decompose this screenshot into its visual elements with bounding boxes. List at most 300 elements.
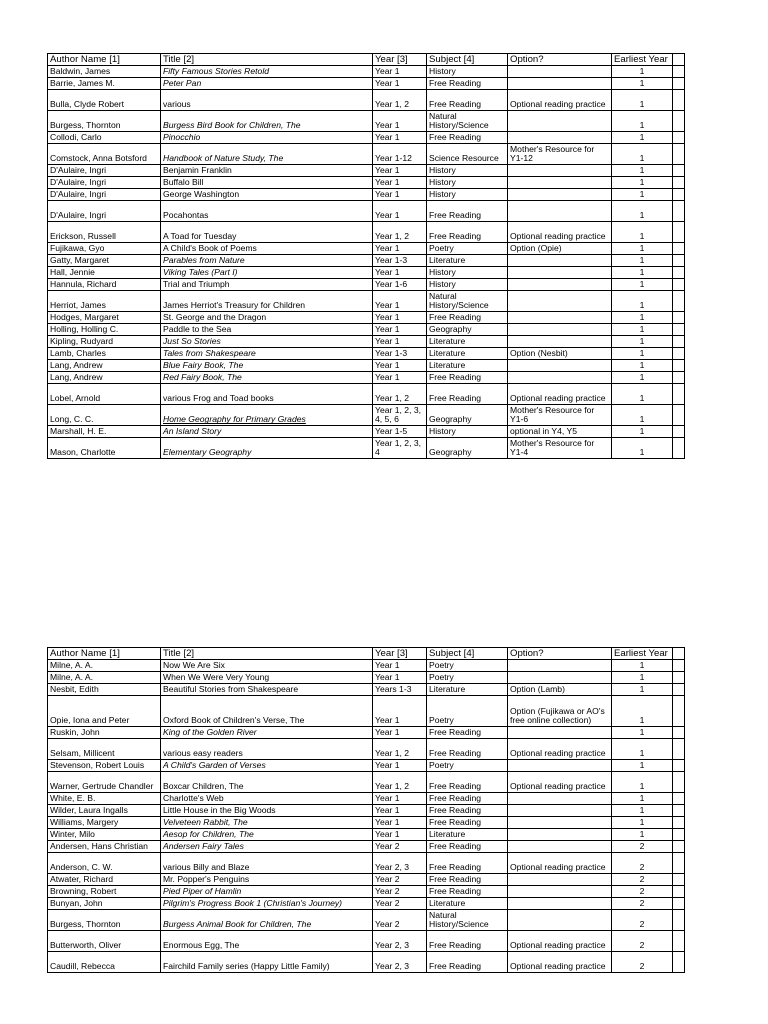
spacer-cell [673, 829, 685, 841]
option-cell [508, 910, 612, 931]
spacer-cell [673, 405, 685, 426]
subject-cell: Free Reading [427, 817, 508, 829]
earliest-year-cell: 1 [612, 267, 673, 279]
title-cell: When We Were Very Young [161, 672, 373, 684]
header-spacer [673, 54, 685, 66]
author-cell: Herriot, James [48, 291, 161, 312]
author-cell: D'Aulaire, Ingri [48, 189, 161, 201]
year-cell: Year 1 [373, 291, 427, 312]
author-cell: D'Aulaire, Ingri [48, 165, 161, 177]
option-cell [508, 165, 612, 177]
table-row [48, 660, 685, 672]
option-cell: Mother's Resource for Y1-12 [508, 144, 612, 165]
spacer-cell [673, 660, 685, 672]
spacer-cell [673, 336, 685, 348]
table-row [48, 426, 685, 438]
author-cell: Collodi, Carlo [48, 132, 161, 144]
table-row [48, 336, 685, 348]
header-title: Title [2] [161, 648, 373, 660]
title-cell: Velveteen Rabbit, The [161, 817, 373, 829]
subject-cell: History [427, 66, 508, 78]
subject-cell: Literature [427, 898, 508, 910]
author-cell: Kipling, Rudyard [48, 336, 161, 348]
year-cell: Year 1 [373, 165, 427, 177]
option-cell: Option (Fujikawa or AO's free online collection) [508, 696, 612, 727]
subject-cell: Free Reading [427, 384, 508, 405]
subject-cell: Free Reading [427, 90, 508, 111]
earliest-year-cell: 1 [612, 165, 673, 177]
earliest-year-cell: 2 [612, 910, 673, 931]
spacer-cell [673, 255, 685, 267]
author-cell: Mason, Charlotte [48, 438, 161, 459]
title-cell: Pinocchio [161, 132, 373, 144]
title-cell: Now We Are Six [161, 660, 373, 672]
year-cell: Year 1 [373, 243, 427, 255]
earliest-year-cell: 1 [612, 279, 673, 291]
title-cell: Pied Piper of Hamlin [161, 886, 373, 898]
table-row [48, 177, 685, 189]
author-cell: Baldwin, James [48, 66, 161, 78]
title-cell: Paddle to the Sea [161, 324, 373, 336]
earliest-year-cell: 2 [612, 853, 673, 874]
spacer-cell [673, 165, 685, 177]
earliest-year-cell: 2 [612, 898, 673, 910]
subject-cell: Poetry [427, 243, 508, 255]
option-cell: Optional reading practice [508, 739, 612, 760]
option-cell [508, 336, 612, 348]
subject-cell: History [427, 267, 508, 279]
author-cell: Browning, Robert [48, 886, 161, 898]
table-row [48, 66, 685, 78]
earliest-year-cell: 1 [612, 817, 673, 829]
author-cell: Barrie, James M. [48, 78, 161, 90]
spacer-cell [673, 817, 685, 829]
earliest-year-cell: 1 [612, 805, 673, 817]
spacer-cell [673, 66, 685, 78]
earliest-year-cell: 1 [612, 438, 673, 459]
spacer-cell [673, 886, 685, 898]
author-cell: Hannula, Richard [48, 279, 161, 291]
year-cell: Year 1 [373, 829, 427, 841]
reading-list-table-2 [47, 647, 685, 973]
author-cell: Marshall, H. E. [48, 426, 161, 438]
option-cell [508, 66, 612, 78]
author-cell: Burgess, Thornton [48, 111, 161, 132]
author-cell: Warner, Gertrude Chandler [48, 772, 161, 793]
table-row [48, 817, 685, 829]
spacer-cell [673, 291, 685, 312]
year-cell: Year 1, 2 [373, 772, 427, 793]
title-cell: Little House in the Big Woods [161, 805, 373, 817]
earliest-year-cell: 1 [612, 405, 673, 426]
option-cell [508, 817, 612, 829]
year-cell: Year 1 [373, 727, 427, 739]
spacer-cell [673, 772, 685, 793]
author-cell: Burgess, Thornton [48, 910, 161, 931]
table-row [48, 696, 685, 727]
table-row [48, 243, 685, 255]
subject-cell: Free Reading [427, 727, 508, 739]
title-cell: Burgess Bird Book for Children, The [161, 111, 373, 132]
table-row [48, 772, 685, 793]
earliest-year-cell: 1 [612, 111, 673, 132]
spacer-cell [673, 78, 685, 90]
title-cell: James Herriot's Treasury for Children [161, 291, 373, 312]
earliest-year-cell: 2 [612, 886, 673, 898]
title-cell: Buffalo Bill [161, 177, 373, 189]
earliest-year-cell: 1 [612, 727, 673, 739]
author-cell: Lang, Andrew [48, 360, 161, 372]
option-cell [508, 324, 612, 336]
title-cell: Parables from Nature [161, 255, 373, 267]
year-cell: Year 2 [373, 841, 427, 853]
author-cell: Winter, Milo [48, 829, 161, 841]
table-row [48, 201, 685, 222]
author-cell: Andersen, Hans Christian [48, 841, 161, 853]
year-cell: Year 1 [373, 111, 427, 132]
table-row [48, 438, 685, 459]
year-cell: Year 1-3 [373, 255, 427, 267]
author-cell: Anderson, C. W. [48, 853, 161, 874]
option-cell: Optional reading practice [508, 772, 612, 793]
spacer-cell [673, 760, 685, 772]
title-cell: A Child's Book of Poems [161, 243, 373, 255]
year-cell: Year 1, 2 [373, 384, 427, 405]
table-row [48, 760, 685, 772]
subject-cell: Free Reading [427, 886, 508, 898]
year-cell: Year 1 [373, 760, 427, 772]
title-cell: Blue Fairy Book, The [161, 360, 373, 372]
table-row [48, 165, 685, 177]
spacer-cell [673, 132, 685, 144]
author-cell: Atwater, Richard [48, 874, 161, 886]
earliest-year-cell: 1 [612, 312, 673, 324]
year-cell: Year 1 [373, 793, 427, 805]
year-cell: Year 1 [373, 324, 427, 336]
title-cell: various Frog and Toad books [161, 384, 373, 405]
title-cell: Oxford Book of Children's Verse, The [161, 696, 373, 727]
spacer-cell [673, 805, 685, 817]
option-cell [508, 672, 612, 684]
author-cell: Opie, Iona and Peter [48, 696, 161, 727]
earliest-year-cell: 1 [612, 348, 673, 360]
year-cell: Year 1 [373, 267, 427, 279]
year-cell: Year 1 [373, 660, 427, 672]
option-cell [508, 267, 612, 279]
title-cell: Elementary Geography [161, 438, 373, 459]
table-row [48, 739, 685, 760]
year-cell: Year 1 [373, 78, 427, 90]
option-cell [508, 760, 612, 772]
earliest-year-cell: 1 [612, 189, 673, 201]
subject-cell: Literature [427, 360, 508, 372]
option-cell [508, 177, 612, 189]
year-cell: Year 1 [373, 805, 427, 817]
table-row [48, 144, 685, 165]
table-row [48, 898, 685, 910]
header-title: Title [2] [161, 54, 373, 66]
option-cell [508, 372, 612, 384]
year-cell: Year 1 [373, 66, 427, 78]
option-cell: Option (Nesbit) [508, 348, 612, 360]
subject-cell: Free Reading [427, 312, 508, 324]
year-cell: Year 2 [373, 874, 427, 886]
title-cell: Fairchild Family series (Happy Little Family) [161, 952, 373, 973]
spacer-cell [673, 177, 685, 189]
spacer-cell [673, 727, 685, 739]
subject-cell: Literature [427, 829, 508, 841]
table-row [48, 874, 685, 886]
subject-cell: Free Reading [427, 793, 508, 805]
spacer-cell [673, 267, 685, 279]
subject-cell: History [427, 189, 508, 201]
option-cell: Mother's Resource for Y1-4 [508, 438, 612, 459]
option-cell [508, 805, 612, 817]
option-cell [508, 189, 612, 201]
subject-cell: History [427, 279, 508, 291]
year-cell: Year 2 [373, 886, 427, 898]
year-cell: Year 1 [373, 201, 427, 222]
option-cell: Option (Opie) [508, 243, 612, 255]
earliest-year-cell: 1 [612, 793, 673, 805]
option-cell: optional in Y4, Y5 [508, 426, 612, 438]
subject-cell: Free Reading [427, 132, 508, 144]
subject-cell: Free Reading [427, 952, 508, 973]
spacer-cell [673, 222, 685, 243]
subject-cell: Literature [427, 336, 508, 348]
option-cell [508, 279, 612, 291]
title-cell: Charlotte's Web [161, 793, 373, 805]
subject-cell: Free Reading [427, 372, 508, 384]
author-cell: Nesbit, Edith [48, 684, 161, 696]
option-cell: Optional reading practice [508, 222, 612, 243]
earliest-year-cell: 1 [612, 291, 673, 312]
table-row [48, 312, 685, 324]
earliest-year-cell: 1 [612, 760, 673, 772]
title-cell: Home Geography for Primary Grades [161, 405, 373, 426]
title-cell: Pilgrim's Progress Book 1 (Christian's Journey) [161, 898, 373, 910]
subject-cell: Free Reading [427, 739, 508, 760]
earliest-year-cell: 2 [612, 931, 673, 952]
option-cell [508, 841, 612, 853]
subject-cell: Poetry [427, 760, 508, 772]
subject-cell: Science Resource [427, 144, 508, 165]
header-earliest-year: Earliest Year [612, 54, 673, 66]
subject-cell: Geography [427, 324, 508, 336]
spacer-cell [673, 793, 685, 805]
option-cell [508, 255, 612, 267]
earliest-year-cell: 1 [612, 78, 673, 90]
author-cell: Caudill, Rebecca [48, 952, 161, 973]
option-cell [508, 312, 612, 324]
table-row [48, 931, 685, 952]
option-cell [508, 874, 612, 886]
spacer-cell [673, 384, 685, 405]
author-cell: Long, C. C. [48, 405, 161, 426]
spacer-cell [673, 360, 685, 372]
title-cell: various [161, 90, 373, 111]
header-row [48, 54, 685, 66]
spacer-cell [673, 348, 685, 360]
spacer-cell [673, 739, 685, 760]
spacer-cell [673, 312, 685, 324]
title-cell: Trial and Triumph [161, 279, 373, 291]
author-cell: Hall, Jennie [48, 267, 161, 279]
author-cell: Lang, Andrew [48, 372, 161, 384]
spacer-cell [673, 672, 685, 684]
year-cell: Year 1 [373, 672, 427, 684]
title-cell: George Washington [161, 189, 373, 201]
table-row [48, 793, 685, 805]
year-cell: Year 1, 2 [373, 222, 427, 243]
earliest-year-cell: 1 [612, 696, 673, 727]
author-cell: Milne, A. A. [48, 672, 161, 684]
title-cell: various easy readers [161, 739, 373, 760]
spacer-cell [673, 696, 685, 727]
table-row [48, 267, 685, 279]
option-cell: Optional reading practice [508, 384, 612, 405]
earliest-year-cell: 1 [612, 372, 673, 384]
table-row [48, 189, 685, 201]
table-row [48, 360, 685, 372]
subject-cell: Free Reading [427, 772, 508, 793]
table-row [48, 132, 685, 144]
option-cell: Option (Lamb) [508, 684, 612, 696]
author-cell: Comstock, Anna Botsford [48, 144, 161, 165]
subject-cell: Poetry [427, 696, 508, 727]
header-author: Author Name [1] [48, 648, 161, 660]
earliest-year-cell: 1 [612, 360, 673, 372]
title-cell: Pocahontas [161, 201, 373, 222]
subject-cell: Free Reading [427, 805, 508, 817]
option-cell [508, 201, 612, 222]
subject-cell: History [427, 426, 508, 438]
year-cell: Year 1 [373, 372, 427, 384]
table-row [48, 805, 685, 817]
option-cell [508, 898, 612, 910]
author-cell: Bulla, Clyde Robert [48, 90, 161, 111]
year-cell: Years 1-3 [373, 684, 427, 696]
title-cell: Aesop for Children, The [161, 829, 373, 841]
author-cell: Erickson, Russell [48, 222, 161, 243]
author-cell: Lobel, Arnold [48, 384, 161, 405]
header-earliest-year: Earliest Year [612, 648, 673, 660]
title-cell: Viking Tales (Part I) [161, 267, 373, 279]
earliest-year-cell: 1 [612, 243, 673, 255]
table-row [48, 372, 685, 384]
table-row [48, 78, 685, 90]
option-cell [508, 829, 612, 841]
subject-cell: History [427, 165, 508, 177]
title-cell: Just So Stories [161, 336, 373, 348]
author-cell: Wilder, Laura Ingalls [48, 805, 161, 817]
subject-cell: Poetry [427, 672, 508, 684]
spacer-cell [673, 426, 685, 438]
subject-cell: Geography [427, 438, 508, 459]
title-cell: various Billy and Blaze [161, 853, 373, 874]
table-row [48, 255, 685, 267]
header-row [48, 648, 685, 660]
spacer-cell [673, 324, 685, 336]
year-cell: Year 1, 2, 3, 4 [373, 438, 427, 459]
table-row [48, 291, 685, 312]
option-cell [508, 886, 612, 898]
spacer-cell [673, 372, 685, 384]
author-cell: Milne, A. A. [48, 660, 161, 672]
title-cell: A Toad for Tuesday [161, 222, 373, 243]
year-cell: Year 1, 2 [373, 90, 427, 111]
table-row [48, 952, 685, 973]
table-row [48, 90, 685, 111]
subject-cell: Natural History/Science [427, 910, 508, 931]
spacer-cell [673, 111, 685, 132]
earliest-year-cell: 2 [612, 841, 673, 853]
table-row [48, 853, 685, 874]
subject-cell: Free Reading [427, 78, 508, 90]
earliest-year-cell: 1 [612, 201, 673, 222]
year-cell: Year 2, 3 [373, 853, 427, 874]
subject-cell: Poetry [427, 660, 508, 672]
year-cell: Year 2 [373, 910, 427, 931]
subject-cell: Free Reading [427, 874, 508, 886]
earliest-year-cell: 1 [612, 336, 673, 348]
option-cell [508, 360, 612, 372]
title-cell: Handbook of Nature Study, The [161, 144, 373, 165]
title-cell: King of the Golden River [161, 727, 373, 739]
table-row [48, 841, 685, 853]
table-row [48, 324, 685, 336]
year-cell: Year 1-6 [373, 279, 427, 291]
subject-cell: Free Reading [427, 841, 508, 853]
subject-cell: Free Reading [427, 931, 508, 952]
option-cell [508, 111, 612, 132]
title-cell: Benjamin Franklin [161, 165, 373, 177]
table-row [48, 111, 685, 132]
header-spacer [673, 648, 685, 660]
title-cell: Fifty Famous Stories Retold [161, 66, 373, 78]
author-cell: Selsam, Millicent [48, 739, 161, 760]
spacer-cell [673, 874, 685, 886]
option-cell [508, 727, 612, 739]
year-cell: Year 1 [373, 696, 427, 727]
spacer-cell [673, 684, 685, 696]
header-author: Author Name [1] [48, 54, 161, 66]
earliest-year-cell: 1 [612, 255, 673, 267]
option-cell [508, 793, 612, 805]
author-cell: White, E. B. [48, 793, 161, 805]
title-cell: Tales from Shakespeare [161, 348, 373, 360]
title-cell: A Child's Garden of Verses [161, 760, 373, 772]
subject-cell: Natural History/Science [427, 111, 508, 132]
subject-cell: Literature [427, 348, 508, 360]
author-cell: Butterworth, Oliver [48, 931, 161, 952]
spacer-cell [673, 279, 685, 291]
subject-cell: Literature [427, 684, 508, 696]
author-cell: Bunyan, John [48, 898, 161, 910]
year-cell: Year 2, 3 [373, 952, 427, 973]
title-cell: Peter Pan [161, 78, 373, 90]
title-cell: St. George and the Dragon [161, 312, 373, 324]
table-row [48, 405, 685, 426]
author-cell: Stevenson, Robert Louis [48, 760, 161, 772]
title-cell: Boxcar Children, The [161, 772, 373, 793]
year-cell: Year 1 [373, 336, 427, 348]
option-cell [508, 660, 612, 672]
author-cell: D'Aulaire, Ingri [48, 177, 161, 189]
table-row [48, 222, 685, 243]
table-row [48, 727, 685, 739]
table-row [48, 672, 685, 684]
